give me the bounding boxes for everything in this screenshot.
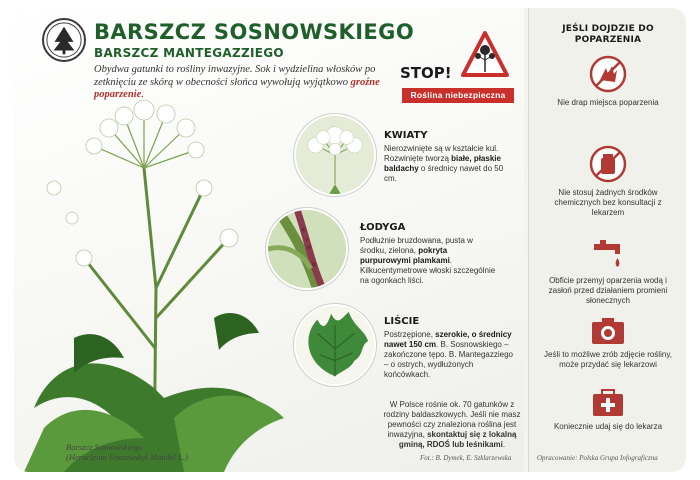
no-scratch-icon <box>588 54 628 94</box>
feature-title-leaves: LIŚCIE <box>384 316 420 327</box>
tip-no-chemicals: Nie stosuj żadnych środków chemicznych bez konsultacji z lekarzem <box>529 144 686 218</box>
water-tap-icon <box>588 238 628 272</box>
umbel-flower-icon <box>296 116 374 194</box>
feature-title-stem: ŁODYGA <box>360 222 406 233</box>
tip-photo: Jeśli to możliwe zrób zdjęcie rośliny, może przydać się lekarzowi <box>529 316 686 370</box>
no-chemicals-icon <box>588 144 628 184</box>
page-subtitle: BARSZCZ MANTEGAZZIEGO <box>94 46 284 60</box>
page-title: BARSZCZ SOSNOWSKIEGO <box>94 20 415 44</box>
feature-text-leaves: Postrzępione, szerokie, o średnicy nawet 150 cm. B. Sosnowskiego – zakończone tępo. B. Mantegazziego – o ostrych, wydłużonych końcówkach. <box>384 330 513 379</box>
feature-title-flowers: KWIATY <box>384 130 428 141</box>
stem-icon <box>268 210 346 288</box>
camera-icon <box>588 316 628 346</box>
warning-triangle-icon <box>460 30 510 80</box>
tip-no-scratch: Nie drap miejsca poparzenia <box>529 54 686 108</box>
leaf-icon <box>296 306 374 384</box>
feature-text-flowers: Nierozwinięte są w kształcie kul. Rozwinięte tworzą białe, płaskie baldachy o średnicy nawet do 50 cm. <box>384 144 504 183</box>
contact-note: W Polsce rośnie ok. 70 gatunków z rodziny baldaszkowych. Jeśli nie masz pewności czy znaleziona roślina jest inwazyjna, skontaktuj się z lokalną gminą, RDOŚ lub leśnikami. <box>383 400 521 449</box>
feature-text-stem: Podłużnie bruzdowana, pusta w środku, zielona, pokryta purpurowymi plamkami. Kilkucentymetrowe włoski szczególnie na ogonkach liści. <box>360 236 496 285</box>
danger-label: Roślina niebezpieczna <box>402 88 514 103</box>
flowers-photo <box>294 114 376 196</box>
tip-rinse: Obficie przemyj oparzenia wodą i zasłoń przed działaniem promieni słonecznych <box>529 238 686 306</box>
stem-photo <box>266 208 348 290</box>
plant-caption: Barszcz Sosnowskiego (Heracleum Sosnowskyi Mandel L.) <box>66 442 188 462</box>
hogweed-illustration <box>14 88 294 472</box>
intro-text: Obydwa gatunki to rośliny inwazyjne. Sok i wydzielina włosków po zetknięciu ze skórą w obecności słońca wywołują wyjątkowo groźne poparzenie. <box>94 64 380 100</box>
first-aid-icon <box>588 388 628 418</box>
forest-service-logo <box>42 18 86 62</box>
photo-credit: Fot.: B. Dymek, E. Szklarzewska <box>420 454 512 462</box>
stop-label: STOP! <box>400 64 452 82</box>
first-aid-panel <box>528 8 686 472</box>
tip-doctor: Koniecznie udaj się do lekarza <box>529 388 686 432</box>
infographic-poster <box>14 8 686 472</box>
main-panel <box>14 8 524 472</box>
fir-tree-icon <box>45 21 83 59</box>
infographic-credit: Opracowanie: Polska Grupa Infograficzna <box>537 454 658 462</box>
leaves-photo <box>294 304 376 386</box>
side-panel-title: JEŚLI DOJDZIE DO POPARZENIA <box>562 24 654 45</box>
